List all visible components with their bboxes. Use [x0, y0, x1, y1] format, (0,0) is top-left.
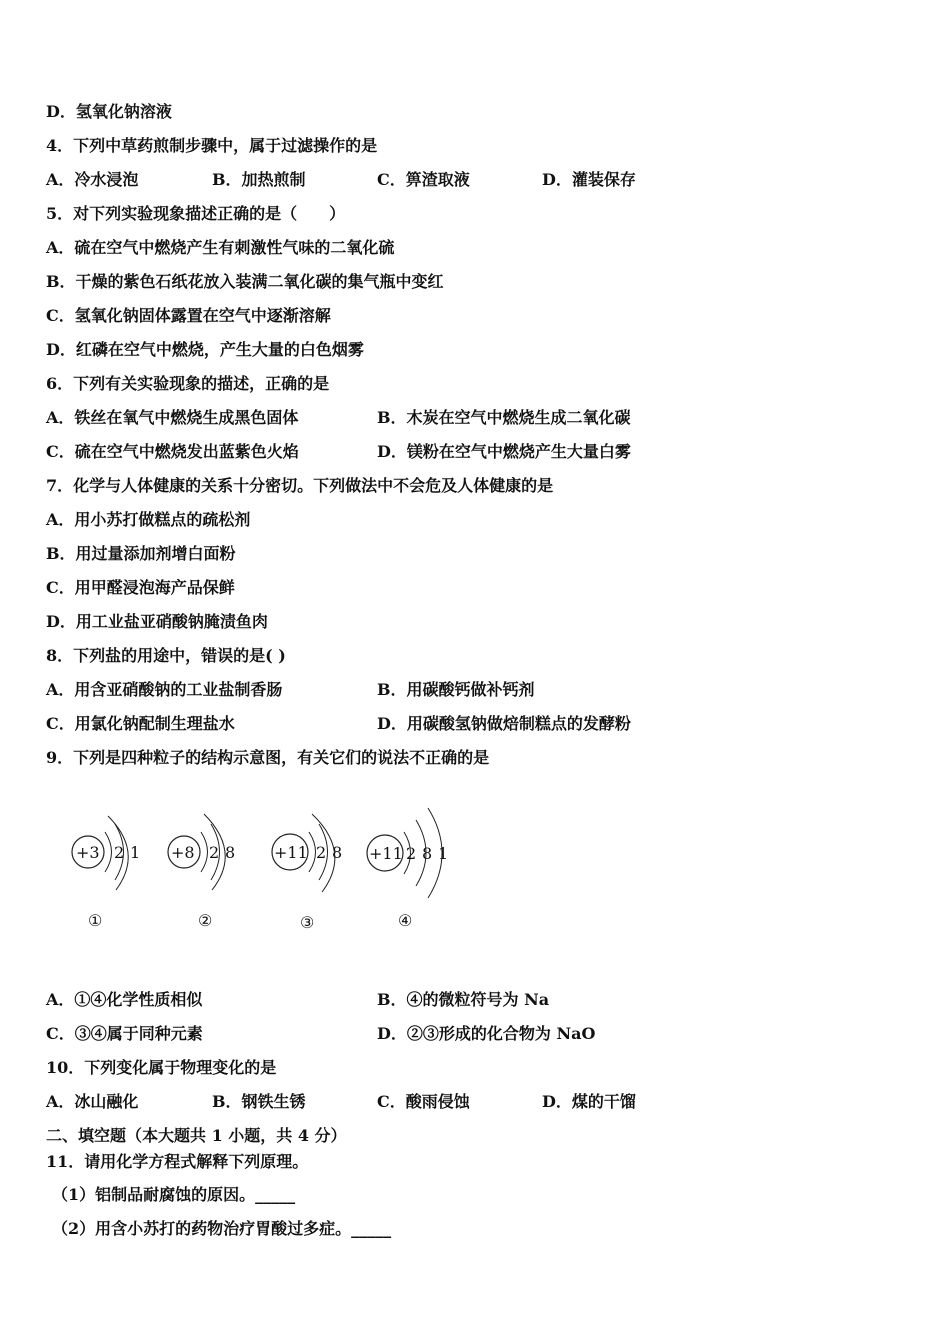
atom-1-shell-1: 2 — [114, 843, 125, 862]
q9-option-a: A．①④化学性质相似 — [46, 990, 203, 1009]
q11-part-2: （2）用含小苏打的药物治疗胃酸过多症。_____ — [52, 1219, 392, 1238]
q6-option-b: B．木炭在空气中燃烧生成二氧化碳 — [377, 408, 631, 427]
q5-option-b: B．干燥的紫色石纸花放入装满二氧化碳的集气瓶中变红 — [46, 272, 444, 291]
q11-stem: 11．请用化学方程式解释下列原理。 — [46, 1152, 309, 1171]
q9-option-c: C．③④属于同种元素 — [46, 1024, 203, 1043]
q6-option-a: A．铁丝在氧气中燃烧生成黑色固体 — [46, 408, 299, 427]
q7-option-a: A．用小苏打做糕点的疏松剂 — [46, 510, 251, 529]
q10-option-d: D．煤的干馏 — [542, 1092, 636, 1111]
q4-option-c: C．箅渣取液 — [377, 170, 470, 189]
q5-option-a: A．硫在空气中燃烧产生有刺激性气味的二氧化硫 — [46, 238, 395, 257]
q6-stem: 6．下列有关实验现象的描述，正确的是 — [46, 374, 330, 393]
q10-stem: 10．下列变化属于物理变化的是 — [46, 1058, 277, 1077]
atom-1-shell-2: 1 — [130, 843, 141, 862]
q3-option-d: D．氢氧化钠溶液 — [46, 102, 172, 121]
q6-option-d: D．镁粉在空气中燃烧产生大量白雾 — [377, 442, 631, 461]
q4-stem: 4．下列中草药煎制步骤中，属于过滤操作的是 — [46, 136, 378, 155]
atom-2-label: ② — [198, 911, 213, 930]
q8-stem: 8．下列盐的用途中，错误的是( ) — [46, 646, 286, 665]
q5-stem: 5．对下列实验现象描述正确的是（ ） — [46, 204, 346, 223]
atom-4-shell-2: 8 — [422, 844, 433, 863]
atom-4-shell-1: 2 — [406, 844, 417, 863]
q5-option-c: C．氢氧化钠固体露置在空气中逐渐溶解 — [46, 306, 331, 325]
atom-2-nucleus: +8 — [171, 843, 195, 862]
q10-option-b: B．钢铁生锈 — [212, 1092, 306, 1111]
atom-3-label: ③ — [300, 913, 315, 932]
q5-option-d: D．红磷在空气中燃烧，产生大量的白色烟雾 — [46, 340, 364, 359]
q8-option-b: B．用碳酸钙做补钙剂 — [377, 680, 535, 699]
atom-diagram-3 — [272, 814, 342, 932]
atom-1-nucleus: +3 — [76, 843, 100, 862]
atom-diagram-1 — [72, 816, 140, 930]
q4-option-a: A．冷水浸泡 — [46, 170, 139, 189]
q4-option-b: B．加热煎制 — [212, 170, 306, 189]
q4-option-d: D．灌装保存 — [542, 170, 636, 189]
atom-2-shell-1: 2 — [209, 843, 220, 862]
q7-option-d: D．用工业盐亚硝酸钠腌渍鱼肉 — [46, 612, 268, 631]
atom-structure-diagrams — [60, 790, 480, 940]
atom-3-shell-1: 2 — [316, 843, 327, 862]
q11-part-1: （1）铝制品耐腐蚀的原因。_____ — [52, 1185, 296, 1204]
atom-diagram-4 — [367, 808, 448, 930]
q9-option-d: D．②③形成的化合物为 NaO — [377, 1024, 596, 1043]
atom-3-nucleus: +11 — [274, 843, 308, 862]
atom-3-shell-2: 8 — [332, 843, 343, 862]
q8-option-c: C．用氯化钠配制生理盐水 — [46, 714, 235, 733]
atom-4-shell-3: 1 — [438, 844, 449, 863]
q6-option-c: C．硫在空气中燃烧发出蓝紫色火焰 — [46, 442, 299, 461]
q10-option-c: C．酸雨侵蚀 — [377, 1092, 470, 1111]
q9-stem: 9．下列是四种粒子的结构示意图，有关它们的说法不正确的是 — [46, 748, 490, 767]
q7-option-b: B．用过量添加剂增白面粉 — [46, 544, 236, 563]
atom-diagram-2 — [168, 814, 235, 930]
atom-1-label: ① — [88, 911, 103, 930]
q7-option-c: C．用甲醛浸泡海产品保鲜 — [46, 578, 235, 597]
q8-option-d: D．用碳酸氢钠做焙制糕点的发酵粉 — [377, 714, 631, 733]
q10-option-a: A．冰山融化 — [46, 1092, 139, 1111]
q8-option-a: A．用含亚硝酸钠的工业盐制香肠 — [46, 680, 283, 699]
section-2-title: 二、填空题（本大题共 1 小题，共 4 分） — [46, 1126, 347, 1145]
q9-option-b: B．④的微粒符号为 Na — [377, 990, 550, 1009]
atom-4-label: ④ — [398, 911, 413, 930]
atom-4-nucleus: +11 — [369, 844, 403, 863]
q7-stem: 7．化学与人体健康的关系十分密切。下列做法中不会危及人体健康的是 — [46, 476, 554, 495]
atom-2-shell-2: 8 — [225, 843, 236, 862]
